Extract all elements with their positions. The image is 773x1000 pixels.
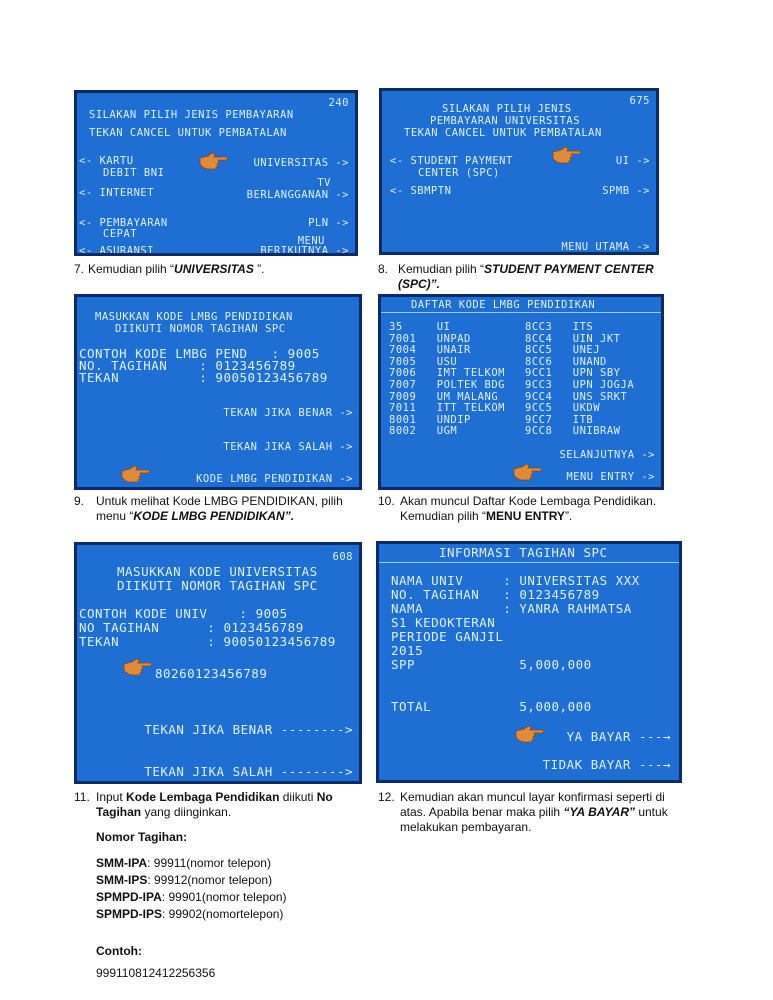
caption-step-10: 10. Akan muncul Daftar Kode Lembaga Pendidikan. Kemudian pilih “MENU ENTRY”. xyxy=(378,494,657,523)
screen-title: SILAKAN PILIH JENIS PEMBAYARAN xyxy=(89,109,294,121)
list-item: SPMPD-IPA: 99901(nomor telepon) xyxy=(96,890,287,904)
atm-screen-enter-university-code xyxy=(74,542,362,784)
info-nama: NAMA : YANRA RAHMATSA xyxy=(391,601,632,616)
pointing-hand-icon xyxy=(199,151,229,171)
example-tekan: TEKAN : 90050123456789 xyxy=(79,370,328,385)
info-year: 2015 xyxy=(391,643,424,658)
code-list-item: 9CC4 UNS SRKT xyxy=(525,390,628,403)
example-code: CONTOH KODE LMBG PEND : 9005 xyxy=(79,346,320,361)
info-nama-univ: NAMA UNIV : UNIVERSITAS XXX xyxy=(391,573,640,588)
caption-step-7: 7. Kemudian pilih “UNIVERSITAS ”. xyxy=(74,262,265,276)
list-item: SPMPD-IPS: 99902(nomortelepon) xyxy=(96,907,284,921)
option-student-payment-center[interactable]: <- STUDENT PAYMENT xyxy=(390,155,513,167)
caption-step-12: 12. Kemudian akan muncul layar konfirmasi seperti di atas. Apabila benar maka pilih “YA BAYAR” untuk melakukan pembayaran. xyxy=(378,790,668,834)
atm-screen-payment-types xyxy=(74,90,358,256)
option-menu-berikutnya[interactable]: BERIKUTNYA -> xyxy=(260,245,349,256)
option-asuransi[interactable]: <- ASURANSI xyxy=(79,245,155,256)
option-kartu-debit[interactable]: <- KARTU xyxy=(79,155,134,167)
option-menu-entry[interactable]: MENU ENTRY -> xyxy=(566,471,655,483)
example-tagihan: NO. TAGIHAN : 0123456789 xyxy=(79,358,296,373)
option-menu-label: MENU xyxy=(297,235,325,247)
info-total: TOTAL 5,000,000 xyxy=(391,699,592,714)
option-ui[interactable]: UI -> xyxy=(615,155,650,167)
screen-title-1: MASUKKAN KODE LMBG PENDIDIKAN xyxy=(95,311,293,323)
contoh-value: 999110812412256356 xyxy=(96,966,216,980)
info-spp: SPP 5,000,000 xyxy=(391,657,592,672)
list-item: SMM-IPS: 99912(nomor telepon) xyxy=(96,873,273,887)
option-tv-label: TV xyxy=(317,177,331,189)
caption-step-11: 11. Input Kode Lembaga Pendidikan diikuti No Tagihan yang diinginkan. xyxy=(74,790,333,819)
info-no-tagihan: NO. TAGIHAN : 0123456789 xyxy=(391,587,600,602)
code-list-item: 8CC4 UIN JKT xyxy=(525,332,621,345)
code-list-item: 35 UI xyxy=(389,321,451,333)
code-list-item: 7009 UM MALANG xyxy=(389,390,499,403)
input-value[interactable]: 80260123456789 xyxy=(155,666,268,681)
option-tekan-jika-benar[interactable]: TEKAN JIKA BENAR -> xyxy=(223,407,353,419)
option-kartu-debit-sub: DEBIT BNI xyxy=(103,167,165,179)
screen-code: 240 xyxy=(328,97,349,109)
pointing-hand-icon xyxy=(123,657,153,677)
code-list-item: 7011 ITT TELKOM xyxy=(389,402,505,415)
screen-title: INFORMASI TAGIHAN SPC xyxy=(439,545,608,560)
list-item: SMM-IPA: 99911(nomor telepon) xyxy=(96,856,271,870)
option-selanjutnya[interactable]: SELANJUTNYA -> xyxy=(559,449,655,461)
example-code: CONTOH KODE UNIV : 9005 xyxy=(79,606,288,621)
option-kode-lmbg-pendidikan[interactable]: KODE LMBG PENDIDIKAN -> xyxy=(196,473,353,485)
atm-screen-institution-code-list xyxy=(378,294,664,490)
code-list-item: 8CC6 UNAND xyxy=(525,355,607,368)
atm-screen-billing-information xyxy=(376,541,682,783)
example-tekan: TEKAN : 90050123456789 xyxy=(79,634,336,649)
screen-title-1: SILAKAN PILIH JENIS xyxy=(442,103,572,115)
screen-title-2: DIIKUTI NOMOR TAGIHAN SPC xyxy=(117,578,318,593)
pointing-hand-icon xyxy=(515,724,545,744)
option-spmb[interactable]: SPMB -> xyxy=(602,185,650,197)
pointing-hand-icon xyxy=(552,145,582,165)
option-tidak-bayar[interactable]: TIDAK BAYAR ---→ xyxy=(542,757,671,772)
option-pembayaran-cepat-sub: CEPAT xyxy=(103,228,138,240)
code-list-item: 9CC7 ITB xyxy=(525,413,594,426)
option-tekan-jika-salah[interactable]: TEKAN JIKA SALAH --------> xyxy=(144,764,353,779)
pointing-hand-icon xyxy=(121,464,151,484)
contoh-heading: Contoh: xyxy=(96,944,142,958)
info-program: S1 KEDOKTERAN xyxy=(391,615,496,630)
info-periode: PERIODE GANJIL xyxy=(391,629,504,644)
title-divider xyxy=(381,312,661,313)
option-internet[interactable]: <- INTERNET xyxy=(79,187,155,199)
code-list-item: 7001 UNPAD xyxy=(389,332,471,345)
option-pembayaran-cepat[interactable]: <- PEMBAYARAN xyxy=(79,217,168,229)
example-tagihan: NO TAGIHAN : 0123456789 xyxy=(79,620,304,635)
option-tekan-jika-salah[interactable]: TEKAN JIKA SALAH -> xyxy=(223,441,353,453)
code-list-item: 7006 IMT TELKOM xyxy=(389,367,505,380)
option-universitas[interactable]: UNIVERSITAS -> xyxy=(253,157,349,169)
code-list-item: 9CC3 UPN JOGJA xyxy=(525,379,635,391)
option-menu-utama[interactable]: MENU UTAMA -> xyxy=(561,241,650,253)
code-list-item: 8002 UGM xyxy=(389,425,458,438)
code-list-item: 7004 UNAIR xyxy=(389,344,471,357)
option-spc-sub: CENTER (SPC) xyxy=(418,167,500,179)
option-tv-berlangganan[interactable]: BERLANGGANAN -> xyxy=(246,189,349,201)
title-divider xyxy=(379,562,679,563)
code-list-item: 9CC1 UPN SBY xyxy=(525,367,621,380)
code-list-item: 8CC3 ITS xyxy=(525,321,594,333)
code-list-item: 9CC8 UNIBRAW xyxy=(525,425,621,438)
atm-screen-enter-institution-code xyxy=(74,294,362,490)
caption-step-8: 8. Kemudian pilih “STUDENT PAYMENT CENTER (SPC)”. xyxy=(378,262,654,291)
option-ya-bayar[interactable]: YA BAYAR ---→ xyxy=(566,729,671,744)
screen-title-2: DIIKUTI NOMOR TAGIHAN SPC xyxy=(115,323,286,335)
screen-title-2: PEMBAYARAN UNIVERSITAS xyxy=(430,115,581,127)
code-list-item: 7007 POLTEK BDG xyxy=(389,379,505,391)
option-sbmptn[interactable]: <- SBMPTN xyxy=(390,185,452,197)
pointing-hand-icon xyxy=(513,462,543,482)
nomor-tagihan-heading: Nomor Tagihan: xyxy=(96,830,188,844)
screen-code: 608 xyxy=(332,551,353,563)
code-list-item: 9CC5 UKDW xyxy=(525,402,601,415)
cancel-instruction: TEKAN CANCEL UNTUK PEMBATALAN xyxy=(89,127,287,139)
screen-code: 675 xyxy=(629,95,650,107)
screen-title-3: TEKAN CANCEL UNTUK PEMBATALAN xyxy=(404,127,602,139)
atm-screen-university-payment xyxy=(379,88,659,255)
caption-step-9: 9. Untuk melihat Kode LMBG PENDIDIKAN, pilih menu “KODE LMBG PENDIDIKAN”. xyxy=(74,494,343,523)
screen-title-1: MASUKKAN KODE UNIVERSITAS xyxy=(117,564,318,579)
option-tekan-jika-benar[interactable]: TEKAN JIKA BENAR --------> xyxy=(144,722,353,737)
code-list-item: 7005 USU xyxy=(389,355,458,368)
nomor-tagihan-list xyxy=(96,856,287,922)
code-list-item: 8001 UNDIP xyxy=(389,413,471,426)
code-list-item: 8CC5 UNEJ xyxy=(525,344,601,357)
option-pln[interactable]: PLN -> xyxy=(308,217,349,229)
screen-title: DAFTAR KODE LMBG PENDIDIKAN xyxy=(411,299,596,311)
